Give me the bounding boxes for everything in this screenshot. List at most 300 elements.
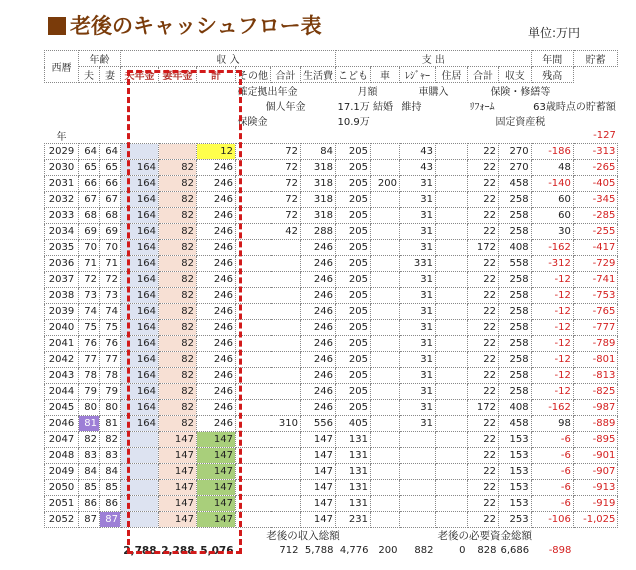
cell-jukyo: 22 [468, 160, 499, 176]
info-109: 10.9万 [337, 117, 370, 128]
cell-sonota: 310 [236, 416, 301, 432]
info-hokenkin: 保険金 [237, 117, 268, 128]
table-row [45, 496, 618, 512]
cell-expense-total: 253 [499, 512, 532, 528]
cell-income-total: 246 [301, 320, 336, 336]
header-jukyo: 住居 [436, 67, 468, 83]
cell-kei: 246 [197, 352, 236, 368]
cell-otto-nenkin: 164 [121, 160, 159, 176]
cell-kuruma [400, 480, 436, 496]
cell-seikatsu: 205 [336, 272, 371, 288]
cell-seikatsu: 205 [336, 256, 371, 272]
cell-leisure [436, 496, 468, 512]
cell-sonota [236, 464, 301, 480]
cell-expense-total: 258 [499, 352, 532, 368]
cell-kodomo [371, 384, 400, 400]
info-kurumakounyu: 車購入 [418, 87, 449, 98]
cell-age-otto: 65 [79, 160, 100, 176]
cell-otto-nenkin: 164 [121, 384, 159, 400]
cell-seikatsu: 205 [336, 160, 371, 176]
cell-year: 2044 [45, 384, 79, 400]
cell-age-tsuma: 71 [100, 256, 121, 272]
cell-tsuma-nenkin: 82 [159, 192, 197, 208]
cell-income-total: 246 [301, 256, 336, 272]
cell-age-otto: 68 [79, 208, 100, 224]
total-income: 5,788 [304, 545, 334, 556]
cell-kei: 246 [197, 208, 236, 224]
cell-kuruma: 43 [400, 160, 436, 176]
cell-age-tsuma: 83 [100, 448, 121, 464]
cell-income-total: 318 [301, 208, 336, 224]
cell-expense-total: 258 [499, 320, 532, 336]
cell-zandaka: -265 [573, 160, 617, 176]
cell-jukyo: 22 [468, 464, 499, 480]
cell-age-tsuma: 85 [100, 480, 121, 496]
cell-seikatsu: 205 [336, 208, 371, 224]
cell-age-otto: 86 [79, 496, 100, 512]
cell-expense-total: 258 [499, 208, 532, 224]
cell-tsuma-nenkin: 82 [159, 304, 197, 320]
cell-otto-nenkin [121, 464, 159, 480]
header-otto: 夫 [79, 67, 100, 83]
cell-kei: 246 [197, 176, 236, 192]
cell-otto-nenkin: 164 [121, 176, 159, 192]
cell-year: 2046 [45, 416, 79, 432]
header-kei: 計 [197, 67, 236, 83]
cell-zandaka: -417 [573, 240, 617, 256]
cell-age-otto: 74 [79, 304, 100, 320]
cell-shushi: 30 [531, 224, 573, 240]
cell-otto-nenkin: 164 [121, 208, 159, 224]
header-goukei2: 合計 [468, 67, 499, 83]
cell-otto-nenkin: 164 [121, 336, 159, 352]
cell-tsuma-nenkin: 147 [159, 480, 197, 496]
cell-otto-nenkin: 164 [121, 256, 159, 272]
cell-age-otto: 75 [79, 320, 100, 336]
cell-kodomo [371, 480, 400, 496]
title-square-icon [48, 17, 66, 35]
cell-kodomo: 200 [371, 176, 400, 192]
info-getsugaku: 月額 [357, 87, 378, 98]
cell-tsuma-nenkin: 82 [159, 320, 197, 336]
cell-expense-total: 153 [499, 480, 532, 496]
cell-age-tsuma: 75 [100, 320, 121, 336]
cell-age-tsuma: 80 [100, 400, 121, 416]
cell-age-otto: 79 [79, 384, 100, 400]
cell-jukyo: 22 [468, 176, 499, 192]
nen-label: 年 [56, 132, 67, 143]
cell-age-tsuma: 66 [100, 176, 121, 192]
cell-leisure [436, 288, 468, 304]
cell-leisure [436, 416, 468, 432]
info-kotei-shisanzei: 固定資産税 [495, 117, 546, 128]
cell-shushi: 48 [531, 160, 573, 176]
cell-sonota [236, 320, 301, 336]
cell-shushi: -6 [531, 448, 573, 464]
cell-jukyo: 22 [468, 480, 499, 496]
cell-jukyo: 22 [468, 208, 499, 224]
cell-otto-nenkin [121, 512, 159, 528]
cell-age-otto: 80 [79, 400, 100, 416]
cell-jukyo: 22 [468, 448, 499, 464]
cell-zandaka: -907 [573, 464, 617, 480]
cell-tsuma-nenkin: 82 [159, 368, 197, 384]
total-kodomo: 200 [378, 545, 398, 556]
cell-jukyo: 22 [468, 512, 499, 528]
cell-year: 2052 [45, 512, 79, 528]
cell-zandaka: -345 [573, 192, 617, 208]
info-reform: ﾘﾌｫｰﾑ [469, 102, 495, 113]
cell-tsuma-nenkin: 147 [159, 464, 197, 480]
cell-shushi: -6 [531, 480, 573, 496]
cell-seikatsu: 231 [336, 512, 371, 528]
header-kodomo: こども [336, 67, 371, 83]
cell-otto-nenkin [121, 496, 159, 512]
table-row [45, 192, 618, 208]
cell-kei: 147 [197, 480, 236, 496]
cell-tsuma-nenkin [159, 144, 197, 160]
cell-tsuma-nenkin: 147 [159, 512, 197, 528]
cell-kodomo [371, 208, 400, 224]
cell-otto-nenkin [121, 480, 159, 496]
cell-shushi: -162 [531, 400, 573, 416]
cell-age-tsuma: 86 [100, 496, 121, 512]
cell-age-tsuma: 84 [100, 464, 121, 480]
cell-shushi: -12 [531, 368, 573, 384]
cell-sonota: 72 [236, 208, 301, 224]
table-row [45, 176, 618, 192]
table-row [45, 480, 618, 496]
cell-tsuma-nenkin: 82 [159, 288, 197, 304]
cell-kuruma: 31 [400, 368, 436, 384]
cell-kuruma: 31 [400, 240, 436, 256]
cell-leisure [436, 320, 468, 336]
cell-kei: 246 [197, 288, 236, 304]
cell-year: 2047 [45, 432, 79, 448]
cell-shushi: 60 [531, 208, 573, 224]
cell-kodomo [371, 320, 400, 336]
cell-zandaka: -901 [573, 448, 617, 464]
cell-kei: 246 [197, 336, 236, 352]
cell-year: 2035 [45, 240, 79, 256]
cell-kei: 246 [197, 400, 236, 416]
header-tsuma: 妻 [100, 67, 121, 83]
cell-seikatsu: 131 [336, 480, 371, 496]
cell-zandaka: -801 [573, 352, 617, 368]
cell-leisure [436, 192, 468, 208]
table-row [45, 352, 618, 368]
cell-kei: 246 [197, 384, 236, 400]
cell-income-total: 246 [301, 352, 336, 368]
cell-shushi: -12 [531, 336, 573, 352]
cell-sonota [236, 448, 301, 464]
cell-kuruma: 31 [400, 384, 436, 400]
cell-kuruma: 31 [400, 272, 436, 288]
cell-income-total: 246 [301, 336, 336, 352]
cell-jukyo: 22 [468, 416, 499, 432]
cell-income-total: 147 [301, 464, 336, 480]
total-kei: 5,076 [200, 544, 234, 557]
cell-age-otto: 85 [79, 480, 100, 496]
cell-age-otto: 66 [79, 176, 100, 192]
cell-kuruma: 31 [400, 416, 436, 432]
cell-zandaka: -825 [573, 384, 617, 400]
table-row [45, 256, 618, 272]
cell-shushi: -12 [531, 272, 573, 288]
cell-kodomo [371, 352, 400, 368]
cell-kuruma: 31 [400, 400, 436, 416]
cell-income-total: 246 [301, 288, 336, 304]
cell-kei: 246 [197, 192, 236, 208]
cell-kuruma [400, 448, 436, 464]
cell-leisure [436, 272, 468, 288]
cell-age-otto: 82 [79, 432, 100, 448]
cell-kuruma: 31 [400, 304, 436, 320]
cell-jukyo: 22 [468, 256, 499, 272]
cell-kei: 246 [197, 224, 236, 240]
table-row [45, 336, 618, 352]
header-shishutsu: 支 出 [336, 51, 532, 67]
cell-kei: 246 [197, 160, 236, 176]
cell-kodomo [371, 512, 400, 528]
cell-kodomo [371, 256, 400, 272]
cell-income-total: 246 [301, 304, 336, 320]
cell-expense-total: 408 [499, 240, 532, 256]
cell-kuruma [400, 432, 436, 448]
cell-income-total: 147 [301, 512, 336, 528]
cell-otto-nenkin: 164 [121, 288, 159, 304]
cell-year: 2039 [45, 304, 79, 320]
cell-shushi: -6 [531, 496, 573, 512]
info-kakutei: 確定拠出年金 [237, 87, 298, 98]
cell-age-tsuma: 78 [100, 368, 121, 384]
cell-expense-total: 258 [499, 224, 532, 240]
cell-age-otto: 83 [79, 448, 100, 464]
cell-year: 2042 [45, 352, 79, 368]
cell-sonota: 72 [236, 176, 301, 192]
cell-leisure [436, 304, 468, 320]
cell-zandaka: -741 [573, 272, 617, 288]
cell-year: 2033 [45, 208, 79, 224]
cell-otto-nenkin: 164 [121, 272, 159, 288]
cell-sonota: 42 [236, 224, 301, 240]
header-seireki: 西暦 [45, 51, 79, 83]
cell-jukyo: 172 [468, 400, 499, 416]
cell-sonota [236, 400, 301, 416]
cell-age-tsuma: 79 [100, 384, 121, 400]
cell-income-total: 147 [301, 448, 336, 464]
cell-income-total: 246 [301, 384, 336, 400]
cell-age-otto: 71 [79, 256, 100, 272]
total-jukyo: 828 [477, 545, 497, 556]
table-row [45, 224, 618, 240]
cell-shushi: 98 [531, 416, 573, 432]
header-leisure: ﾚｼﾞｬｰ [400, 67, 436, 83]
cell-kei: 246 [197, 256, 236, 272]
cell-kei: 246 [197, 272, 236, 288]
cell-jukyo: 172 [468, 240, 499, 256]
cell-zandaka: -729 [573, 256, 617, 272]
cell-sonota [236, 336, 301, 352]
cell-kei: 12 [197, 144, 236, 160]
cell-sonota [236, 480, 301, 496]
cell-leisure [436, 448, 468, 464]
cell-leisure [436, 208, 468, 224]
cell-income-total: 147 [301, 432, 336, 448]
cell-seikatsu: 205 [336, 336, 371, 352]
cell-kodomo [371, 192, 400, 208]
cell-jukyo: 22 [468, 384, 499, 400]
cell-zandaka: -789 [573, 336, 617, 352]
cell-age-tsuma: 76 [100, 336, 121, 352]
cell-seikatsu: 205 [336, 320, 371, 336]
cell-income-total: 318 [301, 192, 336, 208]
cell-expense-total: 270 [499, 144, 532, 160]
cell-zandaka: -895 [573, 432, 617, 448]
cell-year: 2045 [45, 400, 79, 416]
header-goukei1: 合計 [271, 67, 301, 83]
cell-otto-nenkin: 164 [121, 400, 159, 416]
cell-kodomo [371, 368, 400, 384]
header-shunyu: 収 入 [121, 51, 336, 67]
cell-zandaka: -285 [573, 208, 617, 224]
total-seikatsu: 4,776 [339, 545, 369, 556]
cell-age-otto: 73 [79, 288, 100, 304]
cell-expense-total: 258 [499, 272, 532, 288]
cell-income-total: 318 [301, 160, 336, 176]
cell-kei: 246 [197, 320, 236, 336]
cell-jukyo: 22 [468, 336, 499, 352]
cell-age-tsuma: 74 [100, 304, 121, 320]
cell-tsuma-nenkin: 82 [159, 160, 197, 176]
total-otto-nenkin: 2,788 [123, 544, 157, 557]
cell-year: 2036 [45, 256, 79, 272]
total-tsuma-nenkin: 2,288 [161, 544, 195, 557]
cell-seikatsu: 131 [336, 432, 371, 448]
cell-tsuma-nenkin: 82 [159, 256, 197, 272]
cell-age-otto: 72 [79, 272, 100, 288]
cell-income-total: 147 [301, 496, 336, 512]
cell-tsuma-nenkin: 82 [159, 416, 197, 432]
cell-kei: 246 [197, 416, 236, 432]
cell-expense-total: 153 [499, 448, 532, 464]
cell-tsuma-nenkin: 82 [159, 400, 197, 416]
cell-jukyo: 22 [468, 192, 499, 208]
cell-seikatsu: 205 [336, 240, 371, 256]
total-need-label: 老後の必要資金総額 [437, 530, 532, 542]
cell-otto-nenkin [121, 144, 159, 160]
cell-kodomo [371, 144, 400, 160]
table-row [45, 320, 618, 336]
cell-sonota [236, 304, 301, 320]
cell-leisure [436, 464, 468, 480]
cell-expense-total: 258 [499, 304, 532, 320]
cell-kuruma: 331 [400, 256, 436, 272]
header-seikatsu: 生活費 [301, 67, 336, 83]
cell-zandaka: -765 [573, 304, 617, 320]
cell-expense-total: 258 [499, 368, 532, 384]
cell-seikatsu: 405 [336, 416, 371, 432]
cell-income-total: 246 [301, 400, 336, 416]
cell-otto-nenkin: 164 [121, 368, 159, 384]
info-iji: 維持 [401, 102, 422, 113]
cell-kei: 246 [197, 304, 236, 320]
cell-income-total: 556 [301, 416, 336, 432]
cell-expense-total: 258 [499, 288, 532, 304]
cell-expense-total: 408 [499, 400, 532, 416]
cell-otto-nenkin: 164 [121, 224, 159, 240]
cell-leisure [436, 384, 468, 400]
cell-otto-nenkin: 164 [121, 320, 159, 336]
cell-sonota: 72 [236, 192, 301, 208]
cell-leisure [436, 400, 468, 416]
cell-age-tsuma: 64 [100, 144, 121, 160]
cell-income-total: 84 [301, 144, 336, 160]
cell-jukyo: 22 [468, 432, 499, 448]
cell-seikatsu: 205 [336, 144, 371, 160]
cell-leisure [436, 336, 468, 352]
cell-shushi: -6 [531, 432, 573, 448]
cell-seikatsu: 205 [336, 192, 371, 208]
cell-kodomo [371, 304, 400, 320]
table-row [45, 240, 618, 256]
cell-expense-total: 558 [499, 256, 532, 272]
cell-zandaka: -813 [573, 368, 617, 384]
cell-shushi: -12 [531, 320, 573, 336]
cell-year: 2029 [45, 144, 79, 160]
table-row [45, 144, 618, 160]
table-row [45, 288, 618, 304]
cell-kodomo [371, 464, 400, 480]
table-row [45, 464, 618, 480]
cell-leisure [436, 352, 468, 368]
cell-year: 2050 [45, 480, 79, 496]
cell-seikatsu: 205 [336, 224, 371, 240]
cell-leisure [436, 176, 468, 192]
cell-shushi: -312 [531, 256, 573, 272]
table-row [45, 512, 618, 528]
cell-year: 2048 [45, 448, 79, 464]
table-row [45, 400, 618, 416]
cell-tsuma-nenkin: 147 [159, 496, 197, 512]
cell-shushi: -12 [531, 288, 573, 304]
cell-age-otto: 76 [79, 336, 100, 352]
cell-kuruma: 31 [400, 320, 436, 336]
cell-seikatsu: 131 [336, 496, 371, 512]
table-row [45, 368, 618, 384]
cell-kuruma [400, 464, 436, 480]
cell-leisure [436, 480, 468, 496]
cell-leisure [436, 224, 468, 240]
info-kojin-nenkin: 個人年金 [265, 102, 306, 113]
cell-otto-nenkin: 164 [121, 352, 159, 368]
table-row [45, 208, 618, 224]
cell-seikatsu: 205 [336, 384, 371, 400]
cell-kei: 246 [197, 368, 236, 384]
cell-expense-total: 458 [499, 416, 532, 432]
table-row [45, 304, 618, 320]
info-171-kekkon: 17.1万 結婚 [337, 102, 393, 113]
cell-kuruma: 31 [400, 288, 436, 304]
cell-sonota: 72 [236, 160, 301, 176]
cell-expense-total: 458 [499, 176, 532, 192]
cell-sonota: 72 [236, 144, 301, 160]
cell-seikatsu: 131 [336, 464, 371, 480]
cell-age-otto: 77 [79, 352, 100, 368]
total-leisure: 0 [459, 545, 466, 556]
cell-kodomo [371, 272, 400, 288]
cell-leisure [436, 368, 468, 384]
